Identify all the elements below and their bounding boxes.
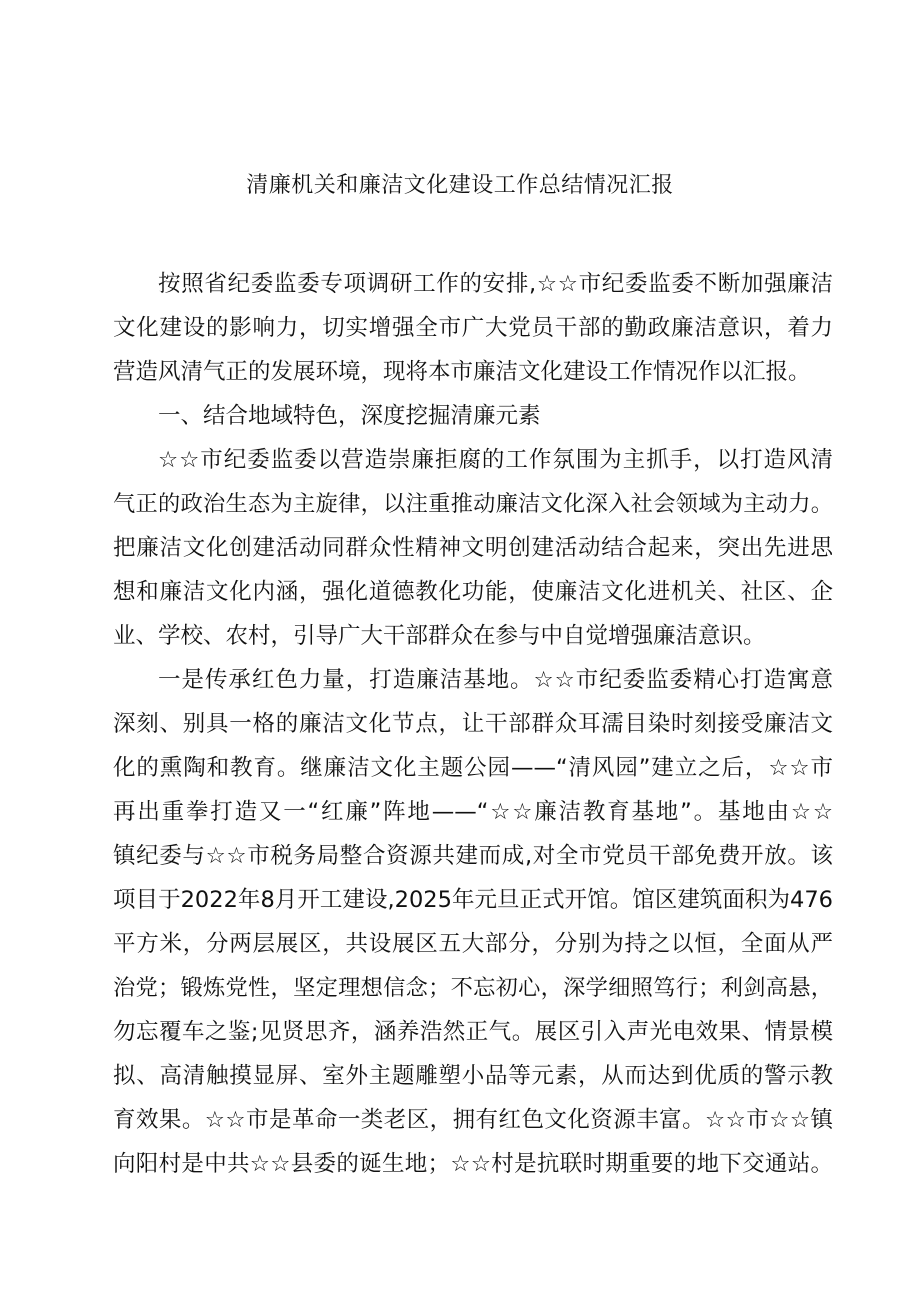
text-line: 化的熏陶和教育。继廉洁文化主题公园——“清风园”建立之后，☆☆市 (113, 755, 833, 781)
text-line: 想和廉洁文化内涵，强化道德教化功能，使廉洁文化进机关、社区、企 (113, 579, 833, 605)
text-line: 镇纪委与☆☆市税务局整合资源共建而成,对全市党员干部免费开放。该 (113, 843, 833, 869)
text-line: 平方米，分两层展区，共设展区五大部分，分别为持之以恒，全面从严 (113, 931, 833, 957)
text-line: 再出重拳打造又一“红廉”阵地——“☆☆廉洁教育基地”。基地由☆☆ (113, 799, 833, 825)
text-line: 深刻、别具一格的廉洁文化节点，让干部群众耳濡目染时刻接受廉洁文 (113, 711, 833, 737)
text-line: 把廉洁文化创建活动同群众性精神文明创建活动结合起来，突出先进思 (113, 535, 833, 561)
text-line: 一、结合地域特色，深度挖掘清廉元素 (158, 403, 541, 429)
text-line: 气正的政治生态为主旋律，以注重推动廉洁文化深入社会领域为主动力。 (113, 491, 833, 517)
text-line: 一是传承红色力量，打造廉洁基地。☆☆市纪委监委精心打造寓意 (158, 667, 833, 693)
document-title: 清廉机关和廉洁文化建设工作总结情况汇报 (246, 173, 674, 198)
text-line: 业、学校、农村，引导广大干部群众在参与中自觉增强廉洁意识。 (113, 623, 766, 649)
document-body (113, 262, 833, 1186)
text-line: 治党；锻炼党性，坚定理想信念；不忘初心，深学细照笃行；利剑高悬， (113, 975, 833, 1001)
text-line: 按照省纪委监委专项调研工作的安排,☆☆市纪委监委不断加强廉洁 (158, 271, 833, 297)
text-line: 勿忘覆车之鉴;见贤思齐，涵养浩然正气。展区引入声光电效果、情景模 (113, 1019, 833, 1045)
text-line: 文化建设的影响力，切实增强全市广大党员干部的勤政廉洁意识，着力 (113, 315, 833, 341)
text-line: 营造风清气正的发展环境，现将本市廉洁文化建设工作情况作以汇报。 (113, 359, 811, 385)
text-line: 向阳村是中共☆☆县委的诞生地；☆☆村是抗联时期重要的地下交通站。 (113, 1151, 833, 1177)
text-line: 育效果。☆☆市是革命一类老区，拥有红色文化资源丰富。☆☆市☆☆镇 (113, 1107, 833, 1133)
text-line: ☆☆市纪委监委以营造崇廉拒腐的工作氛围为主抓手，以打造风清 (158, 447, 833, 473)
text-line: 拟、高清触摸显屏、室外主题雕塑小品等元素，从而达到优质的警示教 (113, 1063, 833, 1089)
text-line: 项目于2022年8月开工建设,2025年元旦正式开馆。馆区建筑面积为476 (113, 887, 833, 913)
